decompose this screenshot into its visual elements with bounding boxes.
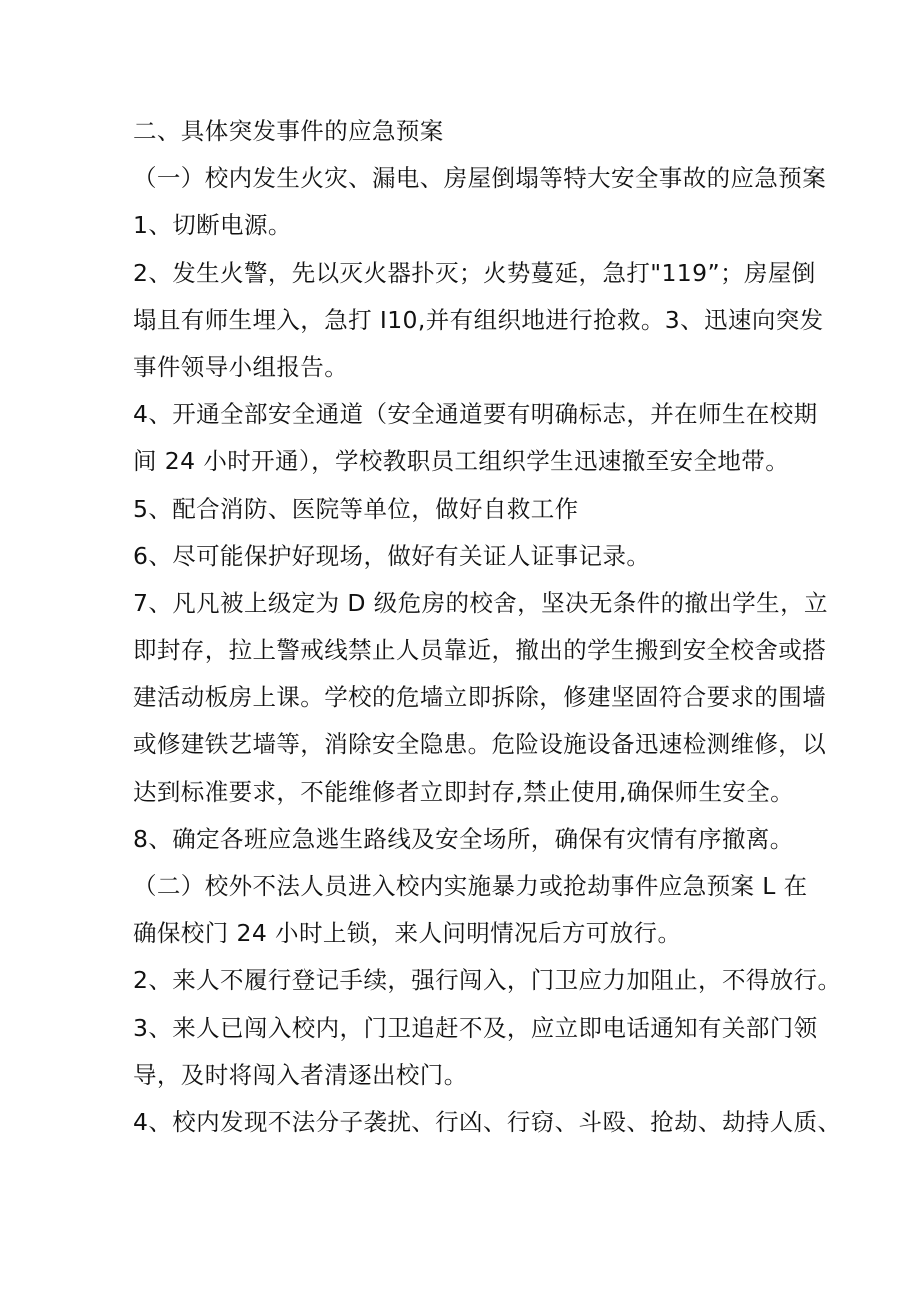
text-line: 8、确定各班应急逃生路线及安全场所，确保有灾情有序撤离。 xyxy=(133,824,794,853)
text-line: 2、来人不履行登记手续，强行闯入，门卫应力加阻止，不得放行。 xyxy=(133,966,842,995)
text-line: 3、来人已闯入校内，门卫追赶不及，应立即电话通知有关部门领 xyxy=(133,1013,818,1042)
text-line: 7、凡凡被上级定为 D 级危房的校舍，坚决无条件的撤出学生，立 xyxy=(133,588,828,617)
text-line: 确保校门 24 小时上锁，来人问明情况后方可放行。 xyxy=(133,919,682,948)
text-line: 6、尽可能保护好现场，做好有关证人证事记录。 xyxy=(133,541,651,570)
document-body xyxy=(133,108,842,1146)
text-line: 4、开通全部安全通道（安全通道要有明确标志，并在师生在校期 xyxy=(133,400,818,429)
text-line: 达到标准要求，不能维修者立即封存,禁止使用,确保师生安全。 xyxy=(133,777,795,806)
text-line: 1、切断电源。 xyxy=(133,211,292,240)
section-heading: 二、具体突发事件的应急预案 xyxy=(133,117,444,145)
text-line: 5、配合消防、医院等单位，做好自救工作 xyxy=(133,494,579,523)
text-line: 塌且有师生埋入，急打 I10,并有组织地进行抢救。3、迅速向突发 xyxy=(133,305,824,334)
subsection-heading-1: （一）校内发生火灾、漏电、房屋倒塌等特大安全事故的应急预案 xyxy=(133,164,827,193)
text-line: 或修建铁艺墙等，消除安全隐患。危险设施设备迅速检测维修，以 xyxy=(133,730,827,759)
text-line: 间 24 小时开通），学校教职员工组织学生迅速撤至安全地带。 xyxy=(133,447,790,476)
text-line: 即封存，拉上警戒线禁止人员靠近，撤出的学生搬到安全校舍或搭 xyxy=(133,636,827,665)
text-line: 2、发生火警，先以灭火器扑灭；火势蔓延，急打"119”；房屋倒 xyxy=(133,258,816,287)
text-line: 建活动板房上课。学校的危墙立即拆除，修建坚固符合要求的围墙 xyxy=(133,683,827,712)
text-line: 事件领导小组报告。 xyxy=(133,352,349,381)
subsection-heading-2: （二）校外不法人员进入校内实施暴力或抢劫事件应急预案 L 在 xyxy=(133,872,808,900)
text-line: 4、校内发现不法分子袭扰、行凶、行窃、斗殴、抢劫、劫持人质、 xyxy=(133,1107,842,1136)
text-line: 导，及时将闯入者清逐出校门。 xyxy=(133,1060,468,1089)
